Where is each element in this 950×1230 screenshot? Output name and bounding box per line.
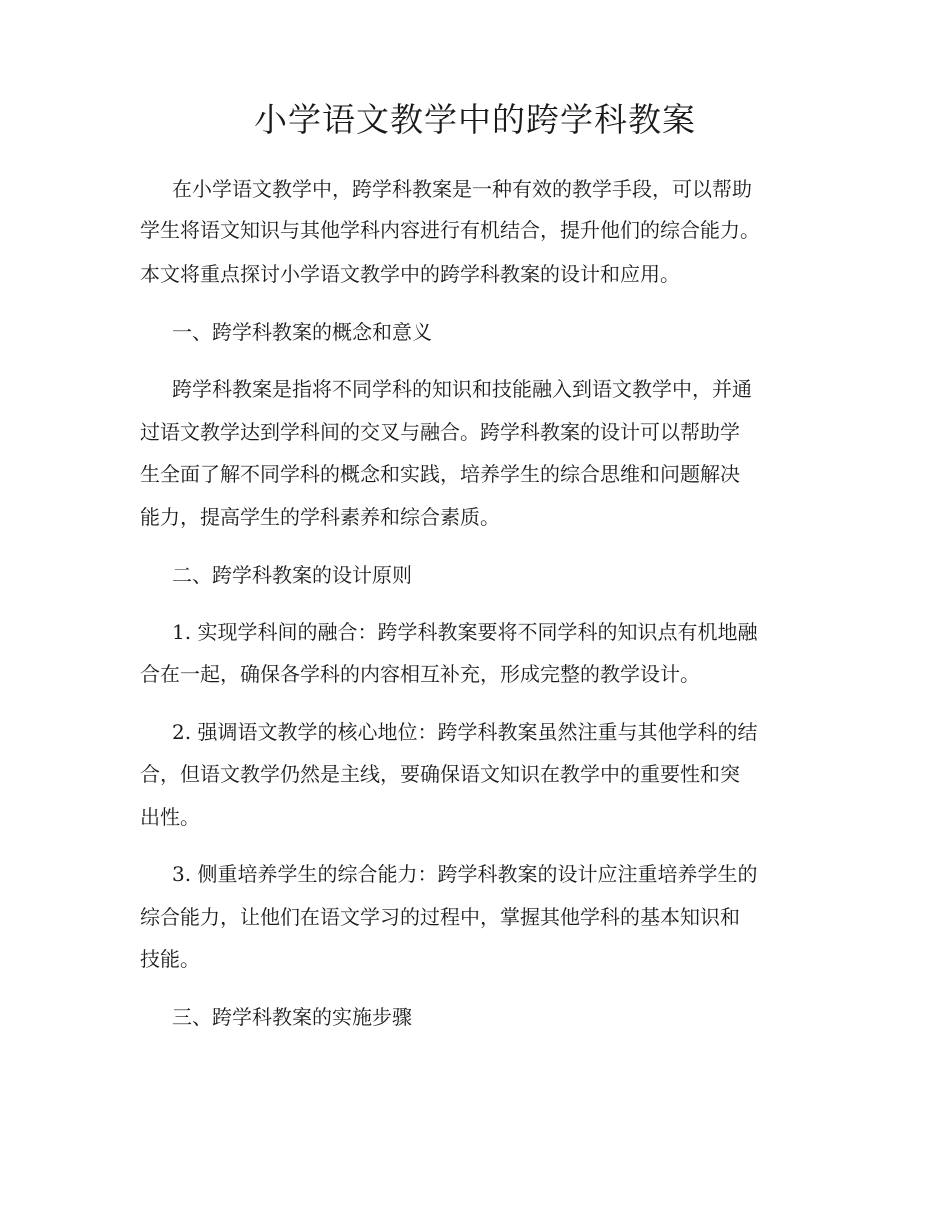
list-item-line: 综合能力，让他们在语文学习的过程中，掌握其他学科的基本知识和 (140, 905, 740, 929)
paragraph-line: 跨学科教案是指将不同学科的知识和技能融入到语文教学中，并通 (172, 377, 752, 401)
paragraph-line: 能力，提高学生的学科素养和综合素质。 (140, 505, 500, 529)
list-item-line: 3. 侧重培养学生的综合能力：跨学科教案的设计应注重培养学生的 (172, 862, 758, 886)
paragraph-line: 本文将重点探讨小学语文教学中的跨学科教案的设计和应用。 (140, 262, 680, 286)
section-heading: 一、跨学科教案的概念和意义 (172, 320, 432, 344)
list-item-line: 1. 实现学科间的融合：跨学科教案要将不同学科的知识点有机地融 (172, 620, 758, 644)
paragraph-line: 过语文教学达到学科间的交叉与融合。跨学科教案的设计可以帮助学 (140, 420, 740, 444)
paragraph-line: 生全面了解不同学科的概念和实践，培养学生的综合思维和问题解决 (140, 462, 740, 486)
section-heading: 二、跨学科教案的设计原则 (172, 563, 412, 587)
section-heading: 三、跨学科教案的实施步骤 (172, 1005, 412, 1029)
list-item-line: 出性。 (140, 805, 200, 829)
document-title: 小学语文教学中的跨学科教案 (254, 100, 696, 139)
paragraph-line: 在小学语文教学中，跨学科教案是一种有效的教学手段，可以帮助 (172, 177, 752, 201)
list-item-line: 技能。 (140, 947, 200, 971)
paragraph-line: 学生将语文知识与其他学科内容进行有机结合，提升他们的综合能力。 (140, 218, 760, 242)
list-item-line: 2. 强调语文教学的核心地位：跨学科教案虽然注重与其他学科的结 (172, 720, 758, 744)
list-item-line: 合，但语文教学仍然是主线，要确保语文知识在教学中的重要性和突 (140, 762, 740, 786)
list-item-line: 合在一起，确保各学科的内容相互补充，形成完整的教学设计。 (140, 662, 700, 686)
